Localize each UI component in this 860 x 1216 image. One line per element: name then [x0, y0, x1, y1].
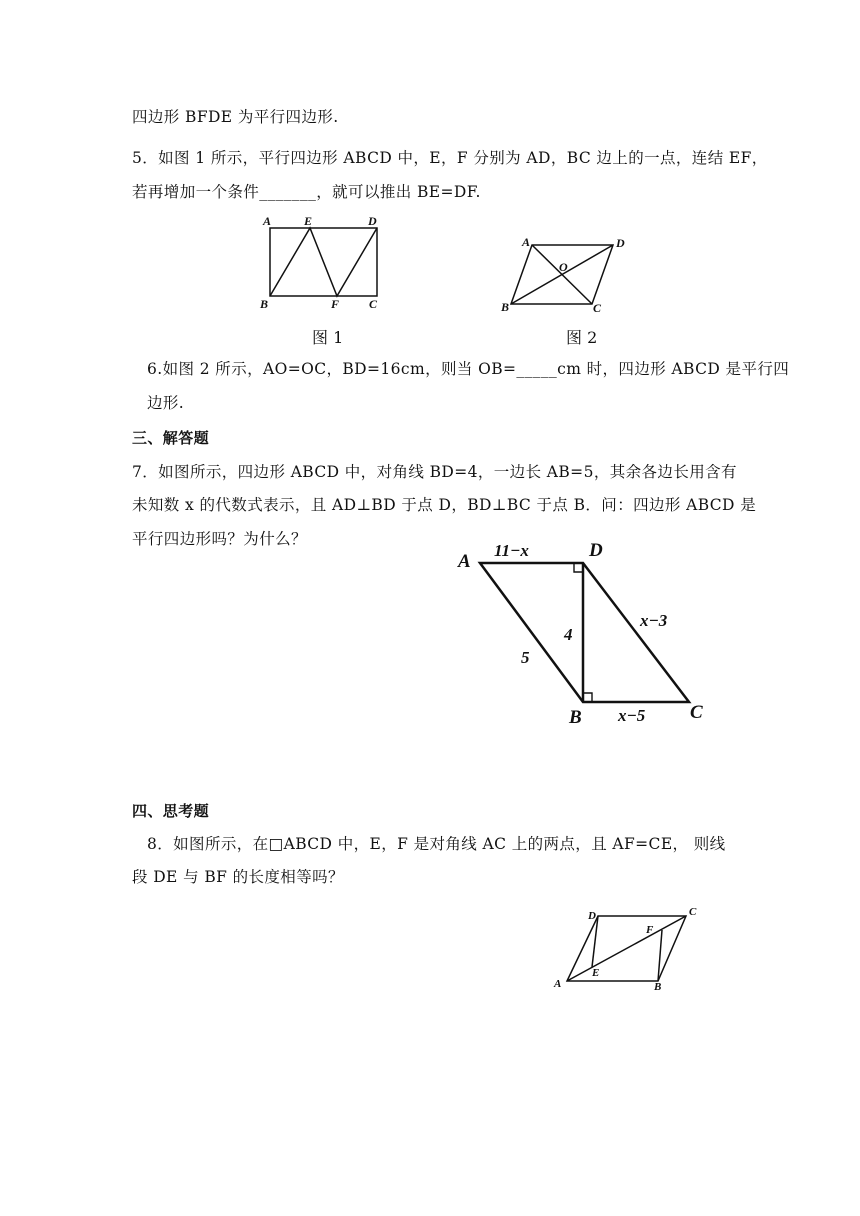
- figure-2: [495, 230, 635, 320]
- label-c: C: [689, 906, 697, 918]
- label-bottom-side: x−5: [618, 706, 646, 725]
- label-top-side: 11−x: [494, 541, 529, 560]
- label-b: B: [260, 297, 269, 311]
- label-f: F: [646, 924, 654, 936]
- section-heading-3: 三、解答题: [132, 429, 210, 447]
- label-d: D: [616, 236, 625, 250]
- text-line: 四边形 BFDE 为平行四边形.: [132, 108, 339, 126]
- label-left-side: 5: [521, 648, 530, 667]
- question-8-cont: 段 DE 与 BF 的长度相等吗？: [132, 868, 344, 886]
- label-diagonal: 4: [564, 625, 573, 644]
- figure-1: [255, 212, 405, 312]
- label-d: D: [368, 214, 377, 228]
- figure-question-7: [450, 535, 730, 735]
- question-6-cont: 边形.: [147, 394, 185, 412]
- figure-question-8: [550, 902, 710, 997]
- label-a: A: [263, 214, 272, 228]
- question-5: 5．如图 1 所示，平行四边形 ABCD 中，E，F 分别为 AD，BC 边上的一点，连结 EF，: [132, 149, 768, 167]
- label-o: O: [559, 260, 568, 274]
- caption-figure-1: 图 1: [312, 328, 344, 347]
- section-heading-4: 四、思考题: [132, 802, 210, 820]
- question-8: 8．如图所示，在□ABCD 中，E，F 是对角线 AC 上的两点，且 AF=CE， 则线: [147, 835, 726, 853]
- question-7: 7．如图所示，四边形 ABCD 中，对角线 BD=4，一边长 AB=5，其余各边长用含有: [132, 463, 737, 481]
- label-c: C: [369, 297, 378, 311]
- question-7-cont2: 平行四边形吗？为什么？: [132, 530, 307, 548]
- label-a: A: [522, 235, 531, 249]
- label-e: E: [304, 214, 313, 228]
- label-a: A: [554, 978, 562, 990]
- label-c: C: [593, 301, 602, 315]
- label-c: C: [690, 702, 703, 723]
- label-b: B: [654, 981, 662, 993]
- question-7-cont: 未知数 x 的代数式表示，且 AD⊥BD 于点 D，BD⊥BC 于点 B．问：四边形 ABCD 是: [132, 496, 757, 514]
- label-d: D: [589, 540, 603, 561]
- question-5-cont: 若再增加一个条件_______，就可以推出 BE=DF.: [132, 183, 481, 201]
- label-f: F: [331, 297, 340, 311]
- label-right-side: x−3: [640, 611, 668, 630]
- label-b: B: [501, 300, 510, 314]
- question-6: 6.如图 2 所示，AO=OC，BD=16cm，则当 OB=_____cm 时，四边形 ABCD 是平行四: [147, 360, 790, 378]
- label-d: D: [588, 910, 596, 922]
- label-a: A: [458, 551, 471, 572]
- label-e: E: [592, 967, 600, 979]
- caption-figure-2: 图 2: [566, 328, 598, 347]
- label-b: B: [569, 707, 582, 728]
